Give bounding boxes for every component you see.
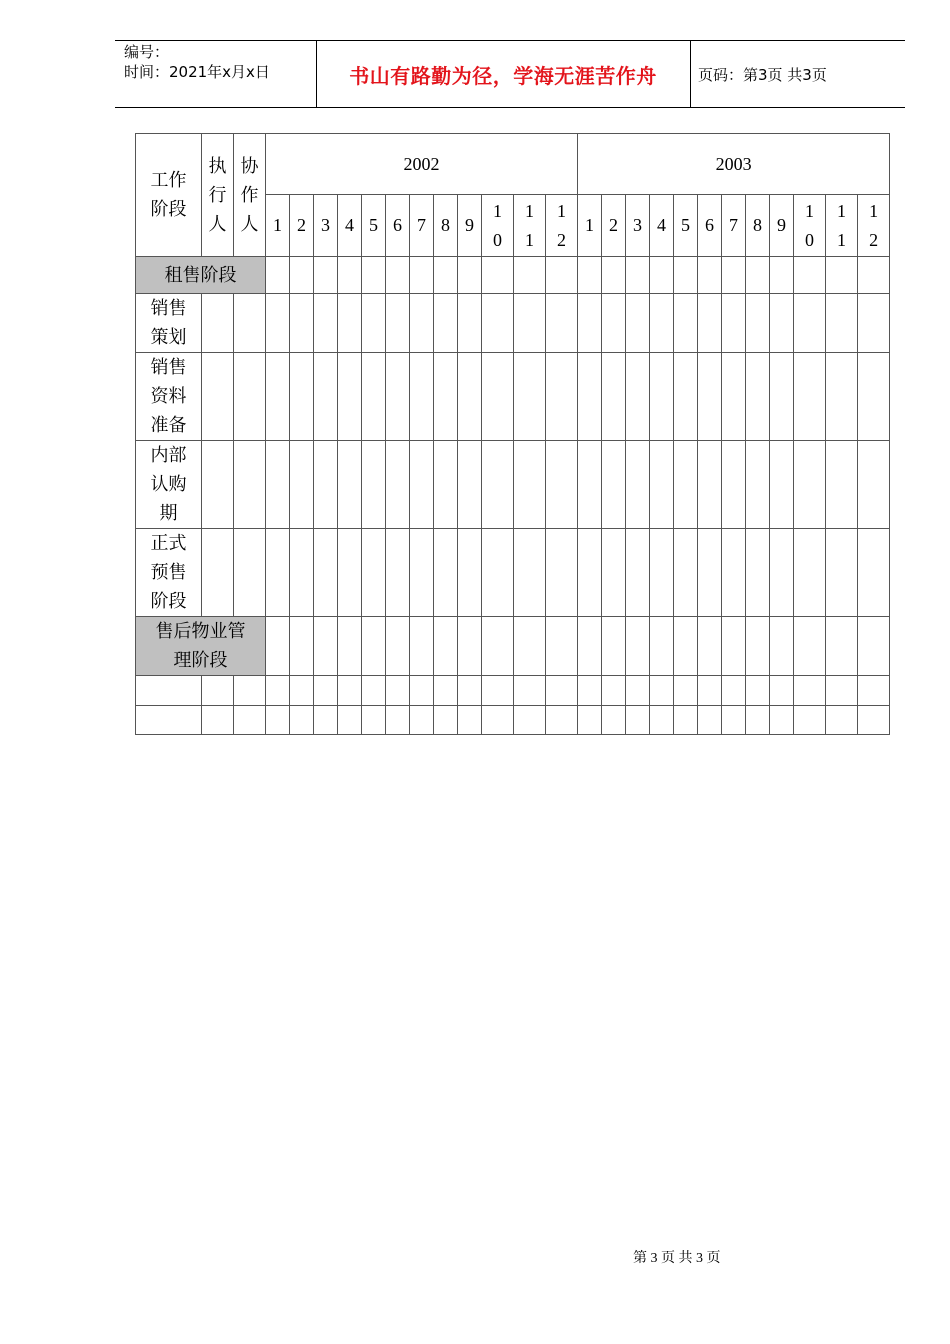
schedule-cell <box>698 441 722 529</box>
schedule-cell <box>858 353 890 441</box>
month-header-cell: 4 <box>338 195 362 257</box>
schedule-cell <box>410 706 434 735</box>
schedule-cell <box>362 529 386 617</box>
schedule-cell <box>458 529 482 617</box>
schedule-cell <box>626 441 650 529</box>
month-header-cell: 1 <box>578 195 602 257</box>
schedule-cell <box>434 529 458 617</box>
schedule-cell <box>722 294 746 353</box>
schedule-cell <box>434 706 458 735</box>
schedule-cell <box>514 441 546 529</box>
schedule-cell <box>794 294 826 353</box>
schedule-cell <box>314 441 338 529</box>
schedule-cell <box>858 676 890 706</box>
schedule-cell <box>546 617 578 676</box>
schedule-cell <box>410 529 434 617</box>
schedule-cell <box>626 529 650 617</box>
schedule-cell <box>770 706 794 735</box>
schedule-cell <box>362 617 386 676</box>
schedule-cell <box>338 294 362 353</box>
time-label: 时间：2021年x月x日 <box>124 63 270 81</box>
month-header-cell: 4 <box>650 195 674 257</box>
schedule-cell <box>722 676 746 706</box>
empty-cell <box>136 676 202 706</box>
schedule-cell <box>266 706 290 735</box>
schedule-cell <box>746 353 770 441</box>
schedule-cell <box>794 353 826 441</box>
schedule-cell <box>458 294 482 353</box>
stage-label: 内部认购期 <box>136 441 202 529</box>
schedule-cell <box>266 617 290 676</box>
schedule-cell <box>314 706 338 735</box>
schedule-cell <box>514 706 546 735</box>
schedule-cell <box>386 257 410 294</box>
schedule-cell <box>722 353 746 441</box>
schedule-cell <box>266 257 290 294</box>
schedule-cell <box>826 676 858 706</box>
col-header-assistant: 协作人 <box>234 134 266 257</box>
schedule-cell <box>386 529 410 617</box>
year-header-row <box>136 134 890 195</box>
schedule-cell <box>746 294 770 353</box>
schedule-cell <box>794 441 826 529</box>
schedule-cell <box>458 353 482 441</box>
schedule-cell <box>434 257 458 294</box>
schedule-cell <box>202 706 234 735</box>
schedule-cell <box>338 706 362 735</box>
month-header-cell: 3 <box>626 195 650 257</box>
month-header-cell: 11 <box>514 195 546 257</box>
section-row-after-sales <box>136 617 890 676</box>
schedule-cell <box>826 617 858 676</box>
schedule-cell <box>746 529 770 617</box>
empty-row <box>136 676 890 706</box>
schedule-cell <box>458 617 482 676</box>
schedule-cell <box>362 353 386 441</box>
schedule-cell <box>770 294 794 353</box>
schedule-cell <box>746 676 770 706</box>
schedule-cell <box>602 257 626 294</box>
schedule-cell <box>674 617 698 676</box>
schedule-cell <box>546 353 578 441</box>
schedule-cell <box>770 353 794 441</box>
schedule-cell <box>650 353 674 441</box>
month-header-cell: 10 <box>482 195 514 257</box>
schedule-cell <box>546 529 578 617</box>
schedule-cell <box>546 441 578 529</box>
schedule-cell <box>290 441 314 529</box>
schedule-cell <box>674 676 698 706</box>
schedule-cell <box>234 441 266 529</box>
schedule-cell <box>234 294 266 353</box>
schedule-cell <box>722 706 746 735</box>
schedule-cell <box>794 257 826 294</box>
schedule-cell <box>514 353 546 441</box>
schedule-cell <box>794 676 826 706</box>
schedule-cell <box>650 441 674 529</box>
schedule-cell <box>602 441 626 529</box>
schedule-cell <box>858 706 890 735</box>
schedule-cell <box>386 617 410 676</box>
schedule-cell <box>410 441 434 529</box>
schedule-cell <box>410 294 434 353</box>
schedule-cell <box>234 353 266 441</box>
col-header-stage: 工作阶段 <box>136 134 202 257</box>
month-header-cell: 12 <box>858 195 890 257</box>
empty-cell <box>136 706 202 735</box>
year-2002-header: 2002 <box>266 134 578 195</box>
schedule-cell <box>362 257 386 294</box>
month-header-cell: 2 <box>602 195 626 257</box>
schedule-cell <box>722 441 746 529</box>
schedule-cell <box>794 529 826 617</box>
section-after-sales-label: 售后物业管理阶段 <box>136 617 266 676</box>
schedule-cell <box>386 353 410 441</box>
schedule-cell <box>698 706 722 735</box>
schedule-cell <box>482 529 514 617</box>
schedule-cell <box>362 676 386 706</box>
schedule-cell <box>290 617 314 676</box>
schedule-cell <box>602 676 626 706</box>
schedule-cell <box>650 529 674 617</box>
schedule-cell <box>266 353 290 441</box>
schedule-cell <box>266 294 290 353</box>
schedule-cell <box>698 257 722 294</box>
schedule-cell <box>602 353 626 441</box>
schedule-cell <box>202 353 234 441</box>
schedule-cell <box>410 676 434 706</box>
header-meta <box>124 42 270 82</box>
schedule-cell <box>386 676 410 706</box>
header-bottom-rule <box>115 107 905 108</box>
col-header-executor: 执行人 <box>202 134 234 257</box>
stage-row <box>136 529 890 617</box>
schedule-cell <box>602 529 626 617</box>
schedule-cell <box>674 529 698 617</box>
schedule-cell <box>858 257 890 294</box>
schedule-cell <box>602 617 626 676</box>
schedule-cell <box>434 441 458 529</box>
schedule-cell <box>514 294 546 353</box>
schedule-cell <box>410 617 434 676</box>
schedule-cell <box>458 441 482 529</box>
schedule-cell <box>602 294 626 353</box>
schedule-cell <box>514 529 546 617</box>
schedule-cell <box>546 706 578 735</box>
schedule-cell <box>826 257 858 294</box>
schedule-cell <box>266 441 290 529</box>
schedule-cell <box>626 617 650 676</box>
schedule-cell <box>338 257 362 294</box>
schedule-cell <box>338 676 362 706</box>
schedule-cell <box>290 294 314 353</box>
empty-row <box>136 706 890 735</box>
schedule-cell <box>770 441 794 529</box>
schedule-cell <box>266 676 290 706</box>
header-divider-right <box>690 40 691 107</box>
schedule-cell <box>746 617 770 676</box>
schedule-cell <box>770 617 794 676</box>
schedule-cell <box>826 353 858 441</box>
month-header-cell: 5 <box>674 195 698 257</box>
schedule-cell <box>626 257 650 294</box>
schedule-cell <box>626 294 650 353</box>
schedule-cell <box>434 353 458 441</box>
schedule-cell <box>698 294 722 353</box>
schedule-cell <box>546 294 578 353</box>
schedule-cell <box>514 617 546 676</box>
schedule-cell <box>858 617 890 676</box>
schedule-cell <box>202 676 234 706</box>
schedule-cell <box>626 353 650 441</box>
schedule-table <box>135 133 890 735</box>
month-header-cell: 10 <box>794 195 826 257</box>
schedule-cell <box>770 529 794 617</box>
schedule-cell <box>674 441 698 529</box>
schedule-cell <box>434 617 458 676</box>
month-header-cell: 2 <box>290 195 314 257</box>
schedule-cell <box>514 257 546 294</box>
schedule-cell <box>746 257 770 294</box>
schedule-cell <box>314 617 338 676</box>
schedule-cell <box>338 441 362 529</box>
schedule-cell <box>578 353 602 441</box>
schedule-cell <box>482 676 514 706</box>
schedule-cell <box>674 353 698 441</box>
schedule-cell <box>458 257 482 294</box>
schedule-cell <box>674 257 698 294</box>
schedule-cell <box>338 353 362 441</box>
schedule-cell <box>578 676 602 706</box>
schedule-cell <box>290 676 314 706</box>
schedule-cell <box>858 441 890 529</box>
schedule-cell <box>290 706 314 735</box>
stage-label: 销售策划 <box>136 294 202 353</box>
schedule-cell <box>578 617 602 676</box>
schedule-cell <box>514 676 546 706</box>
schedule-cell <box>314 353 338 441</box>
schedule-cell <box>482 353 514 441</box>
month-header-cell: 8 <box>746 195 770 257</box>
schedule-cell <box>858 529 890 617</box>
schedule-cell <box>434 676 458 706</box>
schedule-cell <box>314 294 338 353</box>
stage-label: 销售资料准备 <box>136 353 202 441</box>
schedule-cell <box>234 529 266 617</box>
schedule-cell <box>578 257 602 294</box>
schedule-cell <box>290 353 314 441</box>
month-header-cell: 9 <box>458 195 482 257</box>
section-leasing-label: 租售阶段 <box>136 257 266 294</box>
schedule-cell <box>458 706 482 735</box>
stage-row <box>136 353 890 441</box>
schedule-cell <box>410 257 434 294</box>
schedule-cell <box>650 294 674 353</box>
month-header-cell: 6 <box>698 195 722 257</box>
schedule-cell <box>482 294 514 353</box>
schedule-cell <box>626 706 650 735</box>
month-header-cell: 11 <box>826 195 858 257</box>
schedule-cell <box>722 617 746 676</box>
schedule-cell <box>674 706 698 735</box>
month-header-cell: 9 <box>770 195 794 257</box>
schedule-cell <box>314 529 338 617</box>
header-page-label: 页码：第3页 共3页 <box>698 66 827 84</box>
month-header-cell: 12 <box>546 195 578 257</box>
schedule-cell <box>698 676 722 706</box>
schedule-cell <box>650 617 674 676</box>
schedule-cell <box>650 257 674 294</box>
schedule-cell <box>770 257 794 294</box>
month-header-cell: 3 <box>314 195 338 257</box>
schedule-cell <box>458 676 482 706</box>
schedule-cell <box>578 529 602 617</box>
schedule-cell <box>698 353 722 441</box>
section-row-leasing <box>136 257 890 294</box>
schedule-cell <box>698 617 722 676</box>
schedule-cell <box>362 294 386 353</box>
schedule-cell <box>650 706 674 735</box>
month-header-cell: 1 <box>266 195 290 257</box>
schedule-cell <box>314 257 338 294</box>
header-top-rule <box>115 40 905 41</box>
schedule-cell <box>722 529 746 617</box>
year-2003-header: 2003 <box>578 134 890 195</box>
schedule-cell <box>386 706 410 735</box>
schedule-cell <box>482 706 514 735</box>
schedule-cell <box>826 706 858 735</box>
schedule-cell <box>202 529 234 617</box>
schedule-cell <box>650 676 674 706</box>
schedule-cell <box>546 257 578 294</box>
header-divider-left <box>316 40 317 107</box>
schedule-cell <box>858 294 890 353</box>
serial-label: 编号： <box>124 43 170 61</box>
schedule-cell <box>794 706 826 735</box>
schedule-cell <box>482 257 514 294</box>
month-header-cell: 5 <box>362 195 386 257</box>
schedule-cell <box>234 676 266 706</box>
schedule-cell <box>482 441 514 529</box>
schedule-cell <box>746 441 770 529</box>
schedule-cell <box>362 441 386 529</box>
schedule-cell <box>290 529 314 617</box>
schedule-cell <box>266 529 290 617</box>
schedule-cell <box>386 294 410 353</box>
schedule-cell <box>482 617 514 676</box>
schedule-cell <box>770 676 794 706</box>
schedule-cell <box>826 529 858 617</box>
schedule-cell <box>602 706 626 735</box>
month-header-cell: 6 <box>386 195 410 257</box>
schedule-cell <box>826 441 858 529</box>
page-footer: 第 3 页 共 3 页 <box>633 1251 721 1266</box>
stage-row <box>136 294 890 353</box>
header-motto: 书山有路勤为径，学海无涯苦作舟 <box>349 64 657 88</box>
schedule-cell <box>626 676 650 706</box>
month-header-cell: 8 <box>434 195 458 257</box>
schedule-cell <box>722 257 746 294</box>
schedule-cell <box>410 353 434 441</box>
schedule-cell <box>746 706 770 735</box>
schedule-cell <box>314 676 338 706</box>
schedule-cell <box>698 529 722 617</box>
schedule-cell <box>290 257 314 294</box>
schedule-cell <box>202 441 234 529</box>
schedule-cell <box>578 441 602 529</box>
schedule-cell <box>434 294 458 353</box>
schedule-cell <box>386 441 410 529</box>
schedule-cell <box>578 706 602 735</box>
schedule-cell <box>362 706 386 735</box>
schedule-cell <box>546 676 578 706</box>
schedule-cell <box>674 294 698 353</box>
stage-row <box>136 441 890 529</box>
month-header-cell: 7 <box>410 195 434 257</box>
schedule-cell <box>578 294 602 353</box>
schedule-cell <box>794 617 826 676</box>
month-header-cell: 7 <box>722 195 746 257</box>
schedule-cell <box>234 706 266 735</box>
stage-label: 正式预售阶段 <box>136 529 202 617</box>
schedule-cell <box>338 617 362 676</box>
schedule-cell <box>202 294 234 353</box>
schedule-cell <box>826 294 858 353</box>
schedule-cell <box>338 529 362 617</box>
